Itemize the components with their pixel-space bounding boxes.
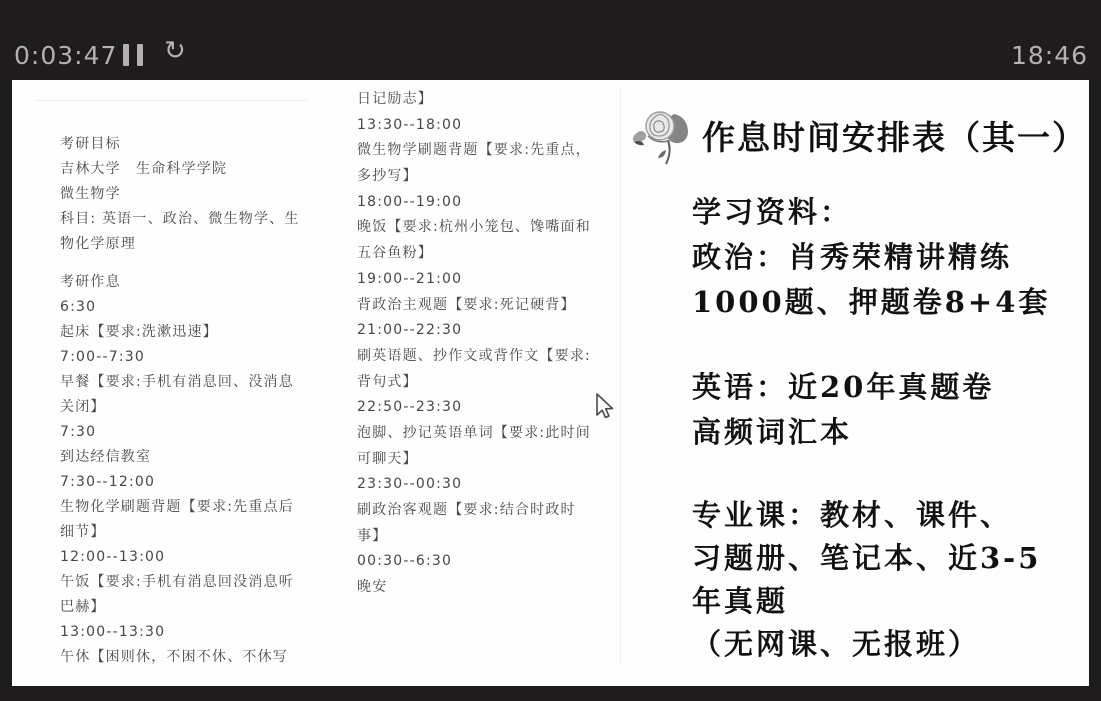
text-line: 午饭【要求:手机有消息回没消息听: [60, 574, 294, 590]
text-line: 23:30--00:30: [357, 476, 463, 493]
text-line: 五谷鱼粉】: [357, 245, 433, 262]
handwritten-title-row: [630, 102, 1087, 168]
schedule-document: [12, 80, 1089, 686]
text-line: 7:00--7:30: [60, 349, 145, 365]
text-line: 22:50--23:30: [357, 399, 463, 416]
text-line: 微生物学刷题背题【要求:先重点，: [357, 142, 591, 159]
rose-flower-icon: [630, 102, 702, 168]
pause-icon[interactable]: [123, 44, 143, 66]
text-line: 巴赫】: [60, 599, 106, 615]
text-line: 政治：肖秀荣精讲精练: [692, 240, 1013, 274]
text-line: 吉林大学 生命科学学院: [60, 161, 228, 177]
text-line: 21:00--22:30: [357, 322, 463, 339]
text-line: 早餐【要求:手机有消息回、没消息: [60, 374, 294, 390]
exam-goal-block: [60, 132, 300, 257]
system-clock: 18:46: [1010, 41, 1088, 70]
text-line: 关闭】: [60, 399, 106, 415]
card-top-border: [35, 100, 308, 101]
text-line: 高频词汇本: [692, 415, 853, 449]
text-line: 生物化学刷题背题【要求:先重点后: [60, 499, 294, 515]
text-line: 1000题、押题卷8+4套: [692, 285, 1051, 319]
text-line: 英语：近20年真题卷: [692, 370, 995, 404]
mouse-cursor-icon: [592, 391, 616, 421]
text-line: 背句式】: [357, 373, 418, 390]
elapsed-timer: 0:03:47: [14, 41, 118, 70]
text-line: 考研作息: [60, 274, 121, 290]
text-line: 刷英语题、抄作文或背作文【要求:: [357, 347, 591, 364]
text-line: 13:00--13:30: [60, 624, 166, 640]
text-line: 年真题: [692, 584, 789, 618]
text-line: 午休【困则休，不困不休、不休写: [60, 649, 288, 665]
schedule-continued-block: [357, 87, 591, 601]
text-line: 刷政治客观题【要求:结合时政时: [357, 502, 576, 518]
text-line: 到达经信教室: [60, 449, 152, 465]
study-materials-english: [692, 365, 994, 455]
text-line: 起床【要求:洗漱迅速】: [60, 324, 218, 340]
top-bar: [0, 0, 1101, 80]
text-line: 6:30: [60, 299, 97, 315]
text-line: 7:30: [60, 424, 97, 440]
text-line: 19:00--21:00: [357, 270, 463, 287]
text-line: 12:00--13:00: [60, 549, 166, 565]
text-line: 科目: 英语一、政治、微生物学、生: [60, 211, 300, 227]
text-line: 泡脚、抄记英语单词【要求:此时间: [357, 424, 591, 441]
text-line: 事】: [357, 527, 388, 544]
text-line: 学习资料：: [692, 195, 853, 229]
study-materials-politics: [692, 190, 1050, 325]
text-line: 习题册、笔记本、近3-5: [692, 541, 1042, 575]
text-line: 晚饭【要求:杭州小笼包、馋嘴面和: [357, 219, 591, 236]
text-line: 日记励志】: [357, 91, 433, 107]
text-line: 多抄写】: [357, 168, 418, 185]
text-line: 7:30--12:00: [60, 474, 156, 490]
column-divider: [620, 86, 621, 664]
study-materials-major: [692, 494, 1041, 666]
text-line: 晚安: [357, 579, 388, 596]
text-line: 背政治主观题【要求:死记硬背】: [357, 296, 576, 313]
reload-icon[interactable]: ↻: [164, 36, 186, 66]
text-line: 专业课：教材、课件、: [692, 498, 1013, 532]
text-line: 物化学原理: [60, 236, 136, 252]
text-line: 00:30--6:30: [357, 553, 453, 570]
exam-schedule-block: [60, 270, 294, 670]
text-line: 细节】: [60, 524, 106, 540]
text-line: 考研目标: [60, 136, 121, 152]
text-line: （无网课、无报班）: [692, 627, 981, 661]
text-line: 13:30--18:00: [357, 116, 463, 133]
text-line: 18:00--19:00: [357, 193, 463, 210]
schedule-title: 作息时间安排表（其一）: [702, 117, 1087, 157]
text-line: 微生物学: [60, 186, 121, 202]
text-line: 可聊天】: [357, 450, 418, 467]
